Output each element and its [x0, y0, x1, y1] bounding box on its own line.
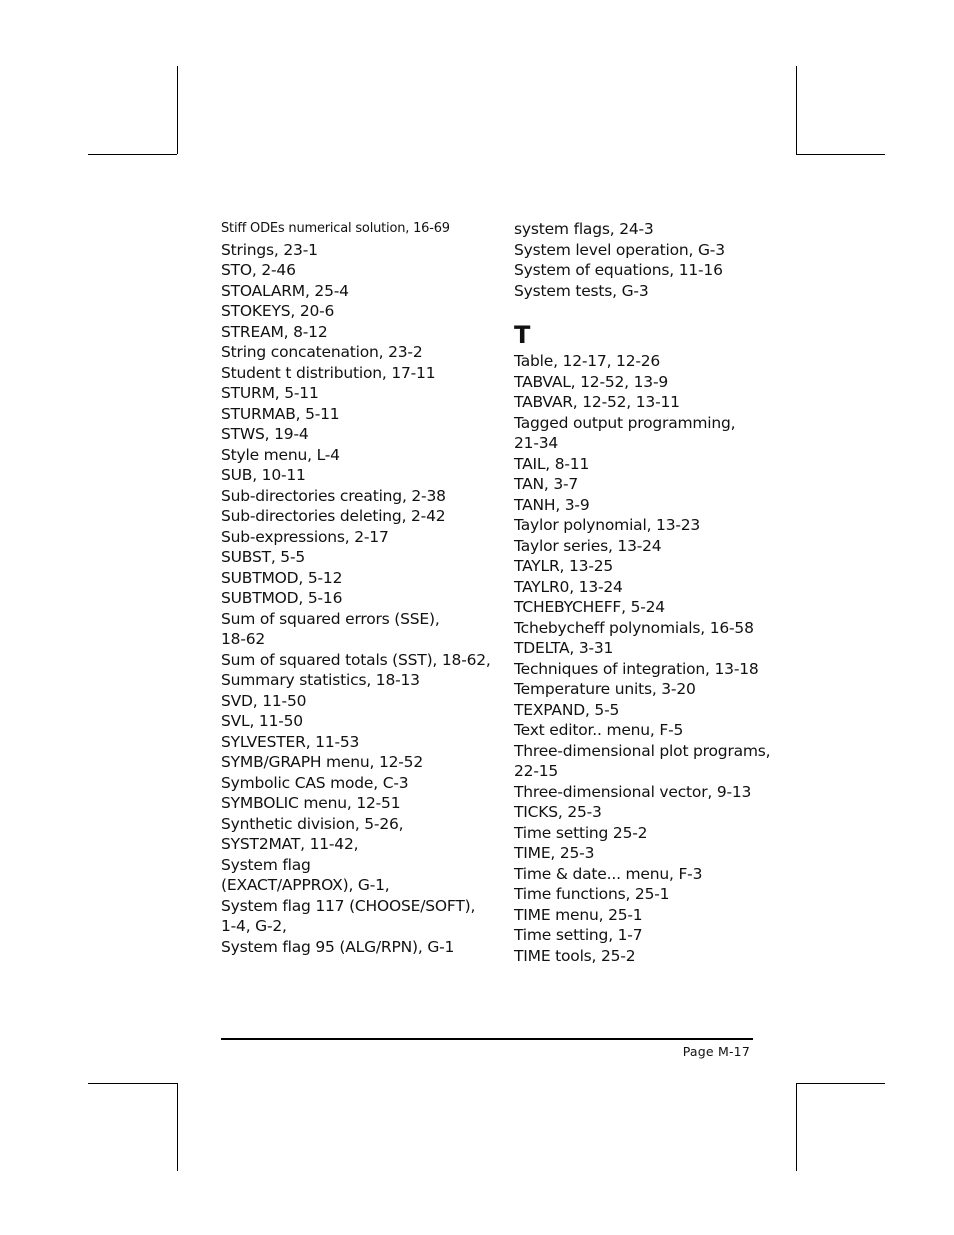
index-entry: SVL, 11-50: [221, 712, 303, 730]
index-entry: SUBST, 5-5: [221, 548, 306, 566]
index-entry: 18-62: [221, 630, 266, 648]
index-entry: 21-34: [514, 434, 559, 452]
index-entry: System tests, G-3: [514, 281, 649, 300]
index-entry: String concatenation, 23-2: [221, 343, 423, 361]
index-entry: TAIL, 8-11: [514, 454, 590, 473]
index-entry: TANH, 3-9: [514, 495, 590, 514]
index-entry: Sum of squared errors (SSE),: [221, 609, 440, 628]
section-heading-t: T: [514, 321, 531, 349]
index-entry: Table, 12-17, 12-26: [514, 352, 661, 370]
index-entry: TICKS, 25-3: [514, 803, 602, 821]
crop-mark: [796, 1083, 885, 1084]
index-entry: Taylor polynomial, 13-23: [514, 516, 701, 534]
index-entry: Sum of squared totals (SST), 18-62,: [221, 650, 491, 669]
index-entry: STWS, 19-4: [221, 425, 309, 443]
index-entry: System level operation, G-3: [514, 240, 725, 259]
index-entry: TABVAR, 12-52, 13-11: [514, 393, 680, 411]
index-group-s-continued: [514, 219, 774, 301]
index-entry: TCHEBYCHEFF, 5-24: [514, 598, 665, 616]
index-entry: (EXACT/APPROX), G-1,: [221, 876, 390, 894]
index-entry: Summary statistics, 18-13: [221, 671, 420, 689]
index-entry: Tchebycheff polynomials, 16-58: [514, 618, 754, 637]
index-entry: Student t distribution, 17-11: [221, 363, 436, 382]
index-entry: STURM, 5-11: [221, 384, 319, 402]
index-entry: TAYLR, 13-25: [514, 557, 614, 575]
index-entry: SUBTMOD, 5-16: [221, 589, 343, 607]
index-entry: TAYLR0, 13-24: [514, 577, 623, 596]
index-group-t: [514, 351, 774, 966]
index-entry: TDELTA, 3-31: [514, 639, 614, 657]
index-column-left: [221, 219, 491, 957]
index-entry: TEXPAND, 5-5: [514, 700, 620, 719]
index-entry: Time functions, 25-1: [514, 885, 670, 903]
index-entry: Time setting, 1-7: [514, 926, 643, 944]
index-entry: Sub-directories deleting, 2-42: [221, 507, 446, 525]
index-entry: Three-dimensional vector, 9-13: [514, 782, 752, 801]
index-entry: SUB, 10-11: [221, 466, 306, 484]
index-entry: Sub-expressions, 2-17: [221, 527, 389, 546]
index-entry: System flag 95 (ALG/RPN), G-1: [221, 937, 455, 956]
index-entry: Taylor series, 13-24: [514, 536, 662, 555]
index-entry: Techniques of integration, 13-18: [514, 659, 759, 678]
index-entry: Text editor.. menu, F-5: [514, 721, 684, 739]
index-entry: Style menu, L-4: [221, 445, 340, 464]
crop-mark: [177, 66, 178, 154]
index-entry: STO, 2-46: [221, 261, 296, 279]
index-entry: Time & date... menu, F-3: [514, 864, 703, 883]
footer-rule: [221, 1038, 753, 1040]
index-entry: Time setting 25-2: [514, 823, 648, 842]
index-entry: Tagged output programming,: [514, 413, 736, 432]
crop-mark: [177, 1083, 178, 1171]
index-entry: Sub-directories creating, 2-38: [221, 486, 446, 505]
crop-mark: [796, 154, 885, 155]
index-entry: SYLVESTER, 11-53: [221, 732, 360, 751]
index-entry: System of equations, 11-16: [514, 261, 723, 279]
index-column-right: [514, 219, 774, 966]
index-entry: Synthetic division, 5-26,: [221, 814, 404, 833]
index-entry: STOALARM, 25-4: [221, 281, 349, 300]
page-number: Page M-17: [682, 1044, 750, 1059]
index-entry: Three-dimensional plot programs,: [514, 741, 771, 760]
index-entry: STOKEYS, 20-6: [221, 302, 335, 320]
index-entry: 1-4, G-2,: [221, 917, 287, 935]
index-entry: SVD, 11-50: [221, 691, 307, 710]
index-entry: SYMBOLIC menu, 12-51: [221, 794, 401, 812]
crop-mark: [88, 1083, 177, 1084]
index-entry: TAN, 3-7: [514, 475, 579, 493]
index-entry: 22-15: [514, 762, 559, 780]
index-entry: Stiff ODEs numerical solution, 16-69: [221, 221, 450, 236]
index-entry: SYMB/GRAPH menu, 12-52: [221, 753, 423, 771]
index-entry: System flag 117 (CHOOSE/SOFT),: [221, 896, 476, 915]
index-entry: TIME tools, 25-2: [514, 946, 636, 965]
index-entry: TIME, 25-3: [514, 844, 595, 862]
index-entry: system flags, 24-3: [514, 220, 654, 238]
index-entry: Symbolic CAS mode, C-3: [221, 773, 409, 792]
index-entry: TABVAL, 12-52, 13-9: [514, 372, 669, 391]
crop-mark: [796, 1083, 797, 1171]
crop-mark: [796, 66, 797, 154]
index-entry: System flag: [221, 855, 311, 874]
index-entry: TIME menu, 25-1: [514, 905, 643, 924]
index-entry: Temperature units, 3-20: [514, 680, 696, 698]
index-entry: SYST2MAT, 11-42,: [221, 835, 359, 853]
index-entry: Strings, 23-1: [221, 240, 318, 259]
index-entry: STURMAB, 5-11: [221, 404, 340, 423]
crop-mark: [88, 154, 177, 155]
index-entry: SUBTMOD, 5-12: [221, 568, 343, 587]
index-entry: STREAM, 8-12: [221, 322, 328, 341]
